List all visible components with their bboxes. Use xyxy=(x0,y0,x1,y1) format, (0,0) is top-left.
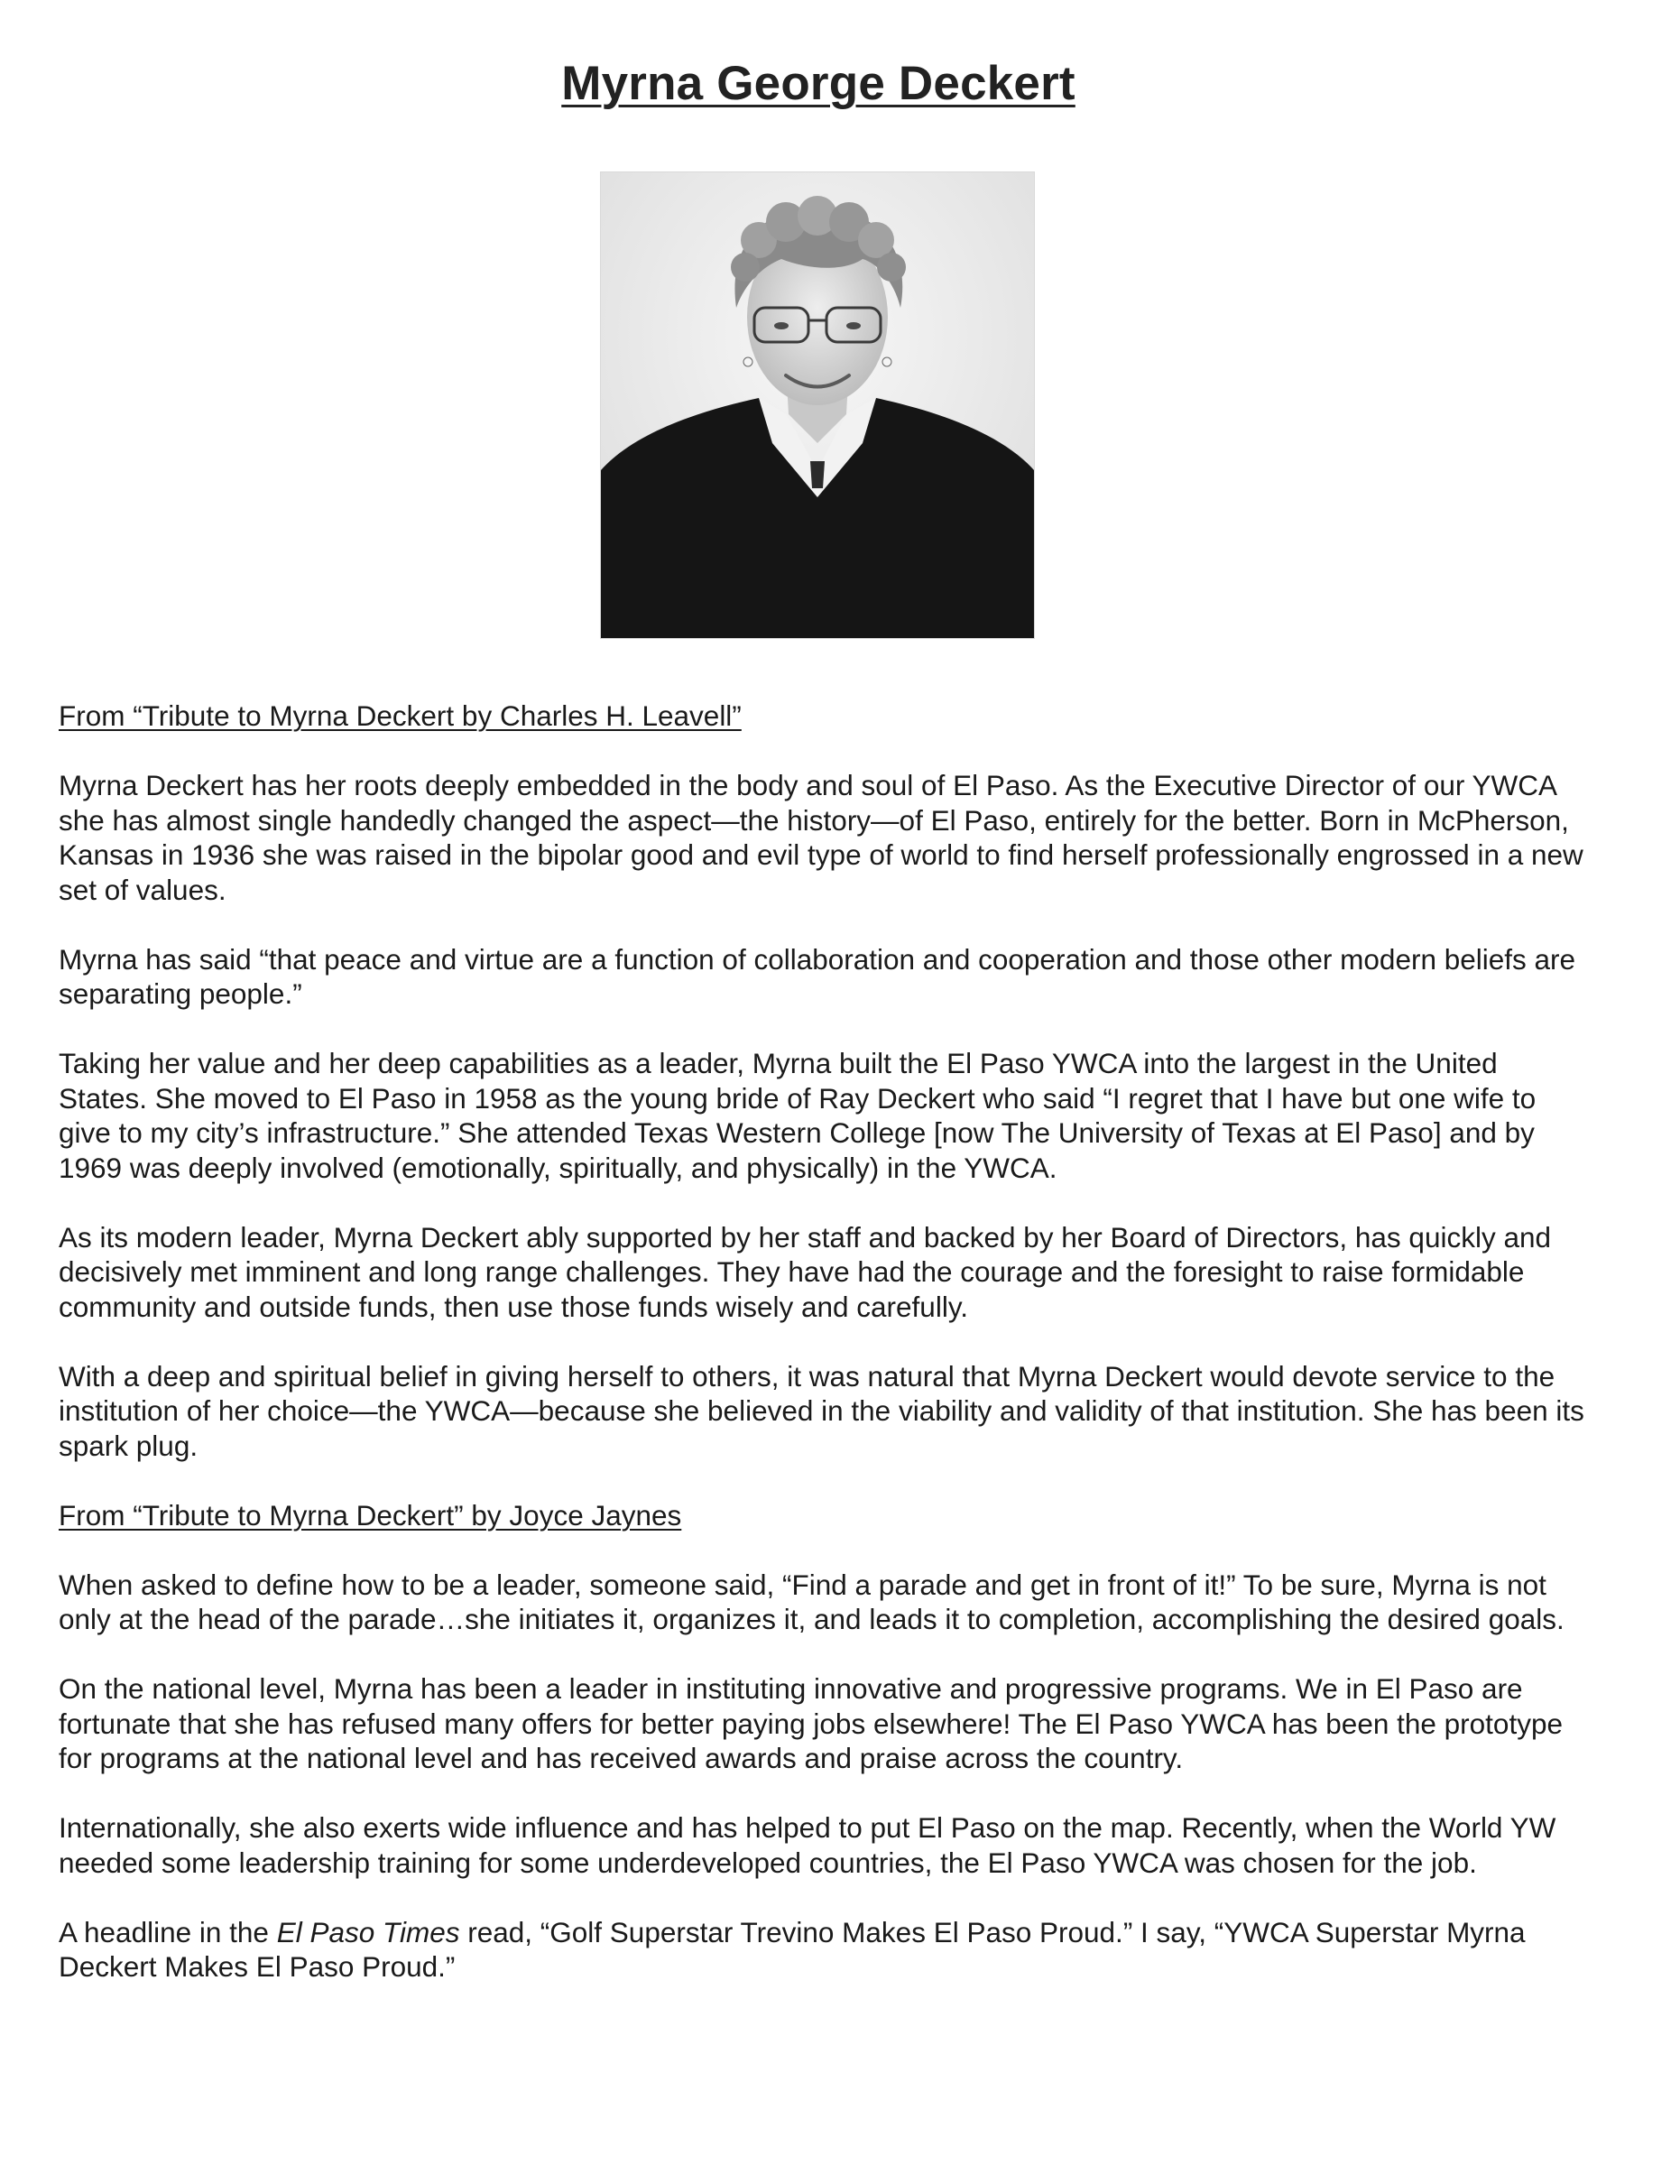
portrait-photo xyxy=(600,171,1035,639)
paragraph-headline xyxy=(59,1915,1592,1985)
paragraph: Myrna has said “that peace and virtue are a function of collaboration and cooperation and those other modern beliefs are separating people.” xyxy=(59,942,1576,1010)
document-body xyxy=(59,699,1592,2019)
paragraph: As its modern leader, Myrna Deckert ably supported by her staff and backed by her Board of Directors, has quickly and decisively met imminent and long range challenges. They have had the courage and the foresight to raise formidable community and outside funds, then use those funds wisely and carefully. xyxy=(59,1220,1552,1323)
section-heading-leavell: From “Tribute to Myrna Deckert by Charles H. Leavell” xyxy=(59,699,742,732)
text-span: read, “Golf Superstar Trevino Makes El Paso Proud.” I say, “YWCA Superstar Myrna Deckert Makes El Paso Proud.” xyxy=(59,1915,1526,1983)
paragraph: Myrna Deckert has her roots deeply embedded in the body and soul of El Paso. As the Executive Director of our YWCA she has almost single handedly changed the aspect—the history—of El Paso, entirely for the better. Born in McPherson, Kansas in 1936 she was raised in the bipolar good and evil type of world to find herself professionally engrossed in a new set of values. xyxy=(59,769,1583,906)
section-heading-jaynes: From “Tribute to Myrna Deckert” by Joyce Jaynes xyxy=(59,1498,682,1532)
paragraph: When asked to define how to be a leader, someone said, “Find a parade and get in front of it!” To be sure, Myrna is not only at the head of the parade…she initiates it, organizes it, and leads it to completion, accomplishing the desired goals. xyxy=(59,1568,1565,1635)
paragraph: Internationally, she also exerts wide influence and has helped to put El Paso on the map. Recently, when the World YW needed some leadership training for some underdeveloped countries, the El Paso YWCA was chosen for the job. xyxy=(59,1811,1556,1879)
paragraph: Taking her value and her deep capabilities as a leader, Myrna built the El Paso YWCA into the largest in the United States. She moved to El Paso in 1958 as the young bride of Ray Deckert who said “I regret that I have but one wife to give to my city’s infrastructure.” She attended Texas Western College [now The University of Texas at El Paso] and by 1969 was deeply involved (emotionally, spiritually, and physically) in the YWCA. xyxy=(59,1047,1537,1184)
paragraph: With a deep and spiritual belief in giving herself to others, it was natural that Myrna Deckert would devote service to the institution of her choice—the YWCA—because she believed in the viability and validity of that institution. She has been its spark plug. xyxy=(59,1359,1584,1462)
page-title: Myrna George Deckert xyxy=(561,57,1075,110)
text-span: A headline in the xyxy=(59,1915,277,1948)
newspaper-name: El Paso Times xyxy=(276,1915,460,1948)
paragraph: On the national level, Myrna has been a leader in instituting innovative and progressive programs. We in El Paso are fortunate that she has refused many offers for better paying jobs elsewhere! The El Paso YWCA has been the prototype for programs at the national level and has received awards and praise across the country. xyxy=(59,1672,1563,1774)
portrait-photo-icon xyxy=(601,172,1034,638)
